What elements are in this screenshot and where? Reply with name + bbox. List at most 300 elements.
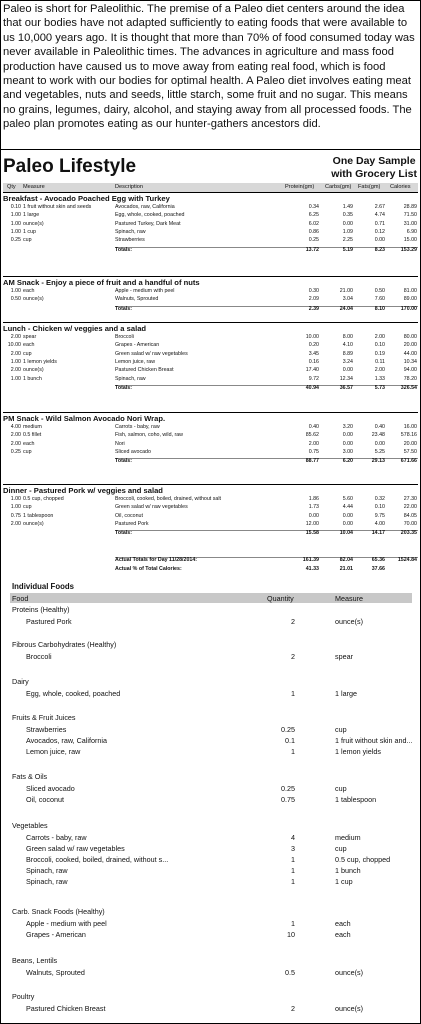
individual-foods-title: Individual Foods <box>12 582 74 591</box>
totals-row <box>3 530 418 538</box>
meal-row <box>3 449 418 457</box>
cell-description: Carrots - baby, raw <box>115 424 160 430</box>
day-percent-cell: 41.33 <box>305 566 319 572</box>
cell-measure: cup <box>23 350 32 357</box>
cell-fats: 0.50 <box>374 288 385 294</box>
food-quantity: 3 <box>291 844 295 853</box>
day-percent-cell: Actual % of Total Calories: <box>115 566 182 572</box>
totals-row <box>3 306 418 314</box>
food-category: Poultry <box>12 992 35 1001</box>
cell-description: Pastured Chicken Breast <box>115 367 174 374</box>
cell-protein: 2.09 <box>308 296 319 303</box>
cell-qty: 0.10 <box>10 204 21 210</box>
cell-description: Spinach, raw <box>115 375 146 382</box>
cell-fats: 2.00 <box>374 367 385 374</box>
day-percent-cell: 21.01 <box>339 566 353 572</box>
food-quantity: 10 <box>287 930 295 939</box>
cell-measure: cup <box>23 237 32 244</box>
cell-protein: 6.25 <box>308 212 319 219</box>
cell-calories: 28.89 <box>403 204 417 210</box>
cell-measure: cup <box>23 504 32 511</box>
cell-protein: 9.72 <box>308 375 319 382</box>
cell-measure: each <box>23 288 35 294</box>
totals-cell: 5.73 <box>374 384 385 391</box>
totals-row <box>3 247 418 255</box>
cell-description: Sliced avocado <box>115 448 151 455</box>
cell-protein: 2.00 <box>308 440 319 447</box>
cell-carbs: 0.00 <box>342 512 353 519</box>
food-quantity: 0.5 <box>285 968 295 977</box>
cell-measure: medium <box>23 424 42 430</box>
cell-measure: ounce(s) <box>23 520 44 527</box>
cell-calories: 20.00 <box>403 342 417 349</box>
totals-cell: 153.29 <box>400 246 417 253</box>
cell-measure: 0.5 fillet <box>23 432 42 439</box>
cell-calories: 20.00 <box>403 440 417 447</box>
cell-protein: 3.45 <box>308 350 319 357</box>
cell-measure: 1 fruit without skin and seeds <box>23 204 92 210</box>
cell-description: Spinach, raw <box>115 228 146 235</box>
meal-row <box>3 221 418 229</box>
food-quantity: 1 <box>291 919 295 928</box>
cell-measure: 1 lemon yields <box>23 358 57 365</box>
cell-protein: 1.86 <box>308 496 319 502</box>
totals-cell: 36.57 <box>339 384 353 391</box>
cell-description: Lemon juice, raw <box>115 358 156 365</box>
cell-calories: 57.50 <box>403 448 417 455</box>
cell-fats: 0.12 <box>374 228 385 235</box>
food-quantity: 0.75 <box>281 795 295 804</box>
food-item <box>0 833 421 843</box>
meal-row <box>3 367 418 375</box>
food-measure: 1 lemon yields <box>335 747 381 756</box>
food-measure: ounce(s) <box>335 617 363 626</box>
cell-protein: 1.73 <box>308 504 319 511</box>
cell-qty: 1.00 <box>10 220 21 227</box>
cell-protein: 0.75 <box>308 448 319 455</box>
food-name: Pastured Pork <box>26 617 72 626</box>
food-quantity: 0.25 <box>281 725 295 734</box>
cell-description: Broccoli <box>115 334 134 340</box>
cell-calories: 15.00 <box>403 237 417 244</box>
cell-carbs: 0.00 <box>342 367 353 374</box>
cell-fats: 0.10 <box>374 342 385 349</box>
cell-measure: 0.5 cup, chopped <box>23 496 64 502</box>
totals-cell: 8.23 <box>374 246 385 253</box>
food-item <box>0 930 421 940</box>
totals-cell: 5.19 <box>342 246 353 253</box>
cell-carbs: 3.00 <box>342 448 353 455</box>
meal-row <box>3 204 418 212</box>
food-category: Vegetables <box>12 821 48 830</box>
food-item <box>0 784 421 794</box>
food-measure: 1 tablespoon <box>335 795 377 804</box>
cell-carbs: 8.00 <box>342 334 353 340</box>
cell-calories: 6.90 <box>406 228 417 235</box>
cell-calories: 16.00 <box>403 424 417 430</box>
cell-qty: 1.00 <box>10 358 21 365</box>
food-name: Oil, coconut <box>26 795 64 804</box>
food-item <box>0 725 421 735</box>
food-item <box>0 736 421 746</box>
col-carbs: Carbs(gm) <box>325 184 352 190</box>
meal-title: Lunch - Chicken w/ veggies and a salad <box>3 322 418 333</box>
cell-carbs: 4.10 <box>342 342 353 349</box>
cell-carbs: 0.35 <box>342 212 353 219</box>
cell-qty: 1.00 <box>10 375 21 382</box>
food-item <box>0 652 421 662</box>
cell-fats: 1.33 <box>374 375 385 382</box>
cell-qty: 2.00 <box>10 432 21 439</box>
food-quantity: 1 <box>291 747 295 756</box>
food-measure: 1 bunch <box>335 866 361 875</box>
cell-fats: 0.71 <box>374 220 385 227</box>
day-percent-row <box>3 566 418 574</box>
food-quantity: 1 <box>291 689 295 698</box>
cell-protein: 17.40 <box>305 367 319 374</box>
cell-measure: cup <box>23 448 32 455</box>
meal-title: Breakfast - Avocado Poached Egg with Turkey <box>3 192 418 203</box>
cell-fats: 0.32 <box>374 496 385 502</box>
cell-measure: each <box>23 342 35 349</box>
totals-cell: 88.77 <box>305 458 319 465</box>
food-item <box>0 855 421 865</box>
food-name: Avocados, raw, California <box>26 736 107 745</box>
cell-qty: 2.00 <box>10 334 21 340</box>
day-total-cell: 65.36 <box>371 557 385 563</box>
cell-qty: 0.25 <box>10 448 21 455</box>
totals-cell: Totals: <box>115 384 132 391</box>
cell-calories: 78.20 <box>403 375 417 382</box>
totals-cell: 8.10 <box>374 305 385 312</box>
food-measure: spear <box>335 652 353 661</box>
food-name: Broccoli <box>26 652 52 661</box>
meal-title: Dinner - Pastured Pork w/ veggies and salad <box>3 484 418 495</box>
cell-carbs: 21.00 <box>339 288 353 294</box>
food-measure: cup <box>335 725 347 734</box>
totals-row <box>3 385 418 393</box>
food-measure: medium <box>335 833 361 842</box>
food-measure: 1 large <box>335 689 357 698</box>
food-name: Green salad w/ raw vegetables <box>26 844 125 853</box>
food-measure: ounce(s) <box>335 968 363 977</box>
cell-qty: 4.00 <box>10 424 21 430</box>
cell-measure: each <box>23 440 35 447</box>
cell-qty: 2.00 <box>10 520 21 527</box>
totals-cell: 29.13 <box>371 458 385 465</box>
cell-measure: 1 large <box>23 212 40 219</box>
food-name: Sliced avocado <box>26 784 75 793</box>
cell-calories: 70.00 <box>403 520 417 527</box>
meal-row <box>3 432 418 440</box>
cell-carbs: 3.04 <box>342 296 353 303</box>
cell-fats: 0.11 <box>375 358 385 365</box>
meal-row <box>3 441 418 449</box>
column-header <box>3 183 418 192</box>
food-category: Carb. Snack Foods (Healthy) <box>12 907 105 916</box>
totals-cell: 15.58 <box>305 530 319 537</box>
cell-fats: 0.00 <box>374 237 385 244</box>
cell-description: Pastured Pork <box>115 520 149 527</box>
food-quantity: 2 <box>291 1004 295 1013</box>
food-quantity: 1 <box>291 877 295 886</box>
food-category: Fruits & Fruit Juices <box>12 713 76 722</box>
cell-carbs: 3.20 <box>342 424 353 430</box>
cell-description: Nori <box>115 440 125 447</box>
cell-description: Broccoli, cooked, boiled, drained, without salt <box>115 496 221 502</box>
meal-row <box>3 288 418 296</box>
totals-cell: Totals: <box>115 458 132 465</box>
totals-row <box>3 458 418 466</box>
cell-description: Grapes - American <box>115 342 160 349</box>
meal-row <box>3 513 418 521</box>
food-item <box>0 919 421 929</box>
cell-description: Avocados, raw, California <box>115 204 175 210</box>
cell-carbs: 3.24 <box>342 358 353 365</box>
meal-row <box>3 424 418 432</box>
cell-protein: 85.62 <box>305 432 319 439</box>
day-total-cell: 161.39 <box>302 557 319 563</box>
food-item <box>0 617 421 627</box>
food-quantity: 0.25 <box>281 784 295 793</box>
totals-cell: 40.94 <box>305 384 319 391</box>
food-category: Beans, Lentils <box>12 956 58 965</box>
food-quantity: 2 <box>291 652 295 661</box>
totals-cell: Totals: <box>115 305 132 312</box>
cell-measure: ounce(s) <box>23 296 44 303</box>
food-item <box>0 795 421 805</box>
food-quantity: 2 <box>291 617 295 626</box>
food-item <box>0 689 421 699</box>
food-name: Walnuts, Sprouted <box>26 968 85 977</box>
food-category: Dairy <box>12 677 29 686</box>
meal-row <box>3 504 418 512</box>
day-total-cell: 1524.84 <box>397 557 417 563</box>
cell-description: Apple - medium with peel <box>115 288 175 294</box>
cell-calories: 10.34 <box>403 358 417 365</box>
intro-paragraph: Paleo is short for Paleolithic. The premise of a Paleo diet centers around the idea that our bodies have not adapted sufficiently to eating foods that were available to us 10,000 years ago. It is thought that more than 70% of food consumed today was never available in Paleolithic times. The advances in agriculture and mass food production have caused us to move away from eating real food, which is food meant to work with our bodies for optimal health. A Paleo diet involves eating meat and vegetables, nuts and seeds, little starch, some fruit and no sugar. This means no grains, legumes, dairy, alcohol, and staying away from all processed foods. The paleo plan promotes eating as our hunter-gathers ancestors did. <box>3 3 415 131</box>
cell-protein: 0.25 <box>308 237 319 244</box>
food-measure: each <box>335 919 351 928</box>
cell-fats: 0.10 <box>374 504 385 511</box>
totals-cell: 170.00 <box>400 305 417 312</box>
cell-calories: 89.00 <box>403 296 417 303</box>
cell-description: Fish, salmon, coho, wild, raw <box>115 432 184 439</box>
cell-qty: 10.00 <box>7 342 21 349</box>
cell-fats: 0.19 <box>374 350 385 357</box>
food-item <box>0 844 421 854</box>
cell-protein: 0.86 <box>308 228 319 235</box>
cell-calories: 22.00 <box>403 504 417 511</box>
cell-carbs: 0.00 <box>342 220 353 227</box>
meal-title: AM Snack - Enjoy a piece of fruit and a handful of nuts <box>3 276 418 287</box>
cell-fats: 0.00 <box>374 440 385 447</box>
cell-calories: 44.00 <box>403 350 417 357</box>
food-item <box>0 877 421 887</box>
meal-row <box>3 342 418 350</box>
meal-row <box>3 521 418 529</box>
cell-description: Walnuts, Sprouted <box>115 296 159 303</box>
cell-carbs: 1.09 <box>342 228 353 235</box>
cell-calories: 27.30 <box>403 496 417 502</box>
plan-header <box>0 152 421 182</box>
food-category: Fibrous Carbohydrates (Healthy) <box>12 640 117 649</box>
totals-cell: 10.04 <box>339 530 353 537</box>
cell-carbs: 8.89 <box>342 350 353 357</box>
food-quantity: 1 <box>291 866 295 875</box>
cell-carbs: 0.00 <box>342 520 353 527</box>
totals-cell: 2.39 <box>308 305 319 312</box>
cell-protein: 0.30 <box>308 288 319 294</box>
cell-qty: 2.00 <box>10 367 21 374</box>
cell-description: Oil, coconut <box>115 512 143 519</box>
meal-row <box>3 351 418 359</box>
cell-measure: spear <box>23 334 37 340</box>
cell-protein: 12.00 <box>305 520 319 527</box>
food-category: Proteins (Healthy) <box>12 605 70 614</box>
cell-qty: 1.00 <box>10 288 21 294</box>
plan-title: Paleo Lifestyle <box>3 156 137 177</box>
cell-fats: 23.48 <box>371 432 385 439</box>
day-total-cell: 82.04 <box>339 557 353 563</box>
food-name: Apple - medium with peel <box>26 919 107 928</box>
cell-qty: 1.00 <box>10 504 21 511</box>
cell-description: Strawberries <box>115 237 145 244</box>
cell-carbs: 0.00 <box>342 432 353 439</box>
cell-fats: 4.74 <box>374 212 385 219</box>
totals-cell: Totals: <box>115 246 132 253</box>
food-category: Fats & Oils <box>12 772 48 781</box>
sample-line-2: with Grocery List <box>331 168 417 180</box>
cell-qty: 2.00 <box>10 350 21 357</box>
sample-line-1: One Day Sample <box>332 155 416 167</box>
cell-qty: 0.25 <box>10 237 21 244</box>
food-quantity: 0.1 <box>285 736 295 745</box>
food-name: Grapes - American <box>26 930 86 939</box>
cell-measure: ounce(s) <box>23 220 44 227</box>
totals-cell: 326.54 <box>400 384 417 391</box>
cell-fats: 0.40 <box>374 424 385 430</box>
col-qty: Qty <box>7 184 16 190</box>
food-name: Broccoli, cooked, boiled, drained, without s... <box>26 855 169 864</box>
meal-row <box>3 334 418 342</box>
day-total-cell: Actual Totals for Day 11/28/2014: <box>115 557 198 563</box>
cell-qty: 1.00 <box>10 228 21 235</box>
totals-cell: 203.35 <box>400 530 417 537</box>
cell-protein: 0.20 <box>308 342 319 349</box>
cell-fats: 4.00 <box>374 520 385 527</box>
col-description: Description <box>115 184 143 190</box>
head-food: Food <box>12 594 29 603</box>
cell-fats: 2.00 <box>374 334 385 340</box>
food-item <box>0 866 421 876</box>
cell-description: Green salad w/ raw vegetables <box>115 504 188 511</box>
cell-protein: 0.00 <box>308 512 319 519</box>
cell-protein: 0.16 <box>308 358 319 365</box>
food-measure: 1 fruit without skin and... <box>335 736 413 745</box>
cell-calories: 31.00 <box>403 220 417 227</box>
cell-qty: 2.00 <box>10 440 21 447</box>
cell-fats: 9.75 <box>374 512 385 519</box>
cell-carbs: 0.00 <box>342 440 353 447</box>
food-name: Spinach, raw <box>26 866 68 875</box>
cell-description: Egg, whole, cooked, poached <box>115 212 185 219</box>
cell-carbs: 4.44 <box>342 504 353 511</box>
food-quantity: 4 <box>291 833 295 842</box>
cell-fats: 5.25 <box>374 448 385 455</box>
food-measure: each <box>335 930 351 939</box>
food-measure: 0.5 cup, chopped <box>335 855 391 864</box>
cell-measure: 1 bunch <box>23 375 42 382</box>
cell-measure: 1 cup <box>23 228 36 235</box>
food-measure: cup <box>335 784 347 793</box>
col-calories: Calories <box>390 184 411 190</box>
cell-measure: ounce(s) <box>23 367 44 374</box>
sample-caption <box>331 155 417 181</box>
cell-protein: 0.40 <box>308 424 319 430</box>
cell-calories: 578.16 <box>400 432 417 439</box>
meal-row <box>3 296 418 304</box>
cell-protein: 0.34 <box>308 204 319 210</box>
meal-row <box>3 212 418 220</box>
totals-cell: 671.66 <box>400 458 417 465</box>
totals-cell: 13.72 <box>305 246 319 253</box>
col-protein: Protein(gm) <box>285 184 315 190</box>
meal-row <box>3 237 418 245</box>
food-name: Carrots - baby, raw <box>26 833 87 842</box>
day-totals-row <box>3 557 418 565</box>
cell-carbs: 1.49 <box>342 204 353 210</box>
cell-carbs: 5.60 <box>342 496 353 502</box>
divider <box>0 149 421 150</box>
cell-qty: 0.50 <box>10 296 21 303</box>
meal-row <box>3 496 418 504</box>
food-name: Pastured Chicken Breast <box>26 1004 106 1013</box>
head-measure: Measure <box>335 594 363 603</box>
cell-protein: 10.00 <box>305 334 319 340</box>
cell-calories: 80.00 <box>403 334 417 340</box>
col-measure: Measure <box>23 184 45 190</box>
cell-description: Green salad w/ raw vegetables <box>115 350 188 357</box>
food-quantity: 1 <box>291 855 295 864</box>
meal-row <box>3 376 418 384</box>
col-fats: Fats(gm) <box>358 184 381 190</box>
cell-calories: 81.00 <box>403 288 417 294</box>
food-item <box>0 968 421 978</box>
food-item <box>0 1004 421 1014</box>
food-measure: ounce(s) <box>335 1004 363 1013</box>
cell-qty: 1.00 <box>10 496 21 502</box>
totals-cell: 24.04 <box>339 305 353 312</box>
individual-foods-header <box>10 593 412 603</box>
cell-calories: 71.50 <box>403 212 417 219</box>
meal-row <box>3 359 418 367</box>
cell-calories: 94.00 <box>403 367 417 374</box>
cell-qty: 0.75 <box>10 512 21 519</box>
head-quantity: Quantity <box>267 594 294 603</box>
cell-carbs: 12.34 <box>339 375 353 382</box>
meal-row <box>3 229 418 237</box>
food-name: Spinach, raw <box>26 877 68 886</box>
food-measure: 1 cup <box>335 877 353 886</box>
food-name: Egg, whole, cooked, poached <box>26 689 121 698</box>
food-name: Lemon juice, raw <box>26 747 81 756</box>
food-item <box>0 747 421 757</box>
meal-title: PM Snack - Wild Salmon Avocado Nori Wrap. <box>3 412 418 423</box>
totals-cell: 14.17 <box>371 530 385 537</box>
food-name: Strawberries <box>26 725 67 734</box>
food-measure: cup <box>335 844 347 853</box>
